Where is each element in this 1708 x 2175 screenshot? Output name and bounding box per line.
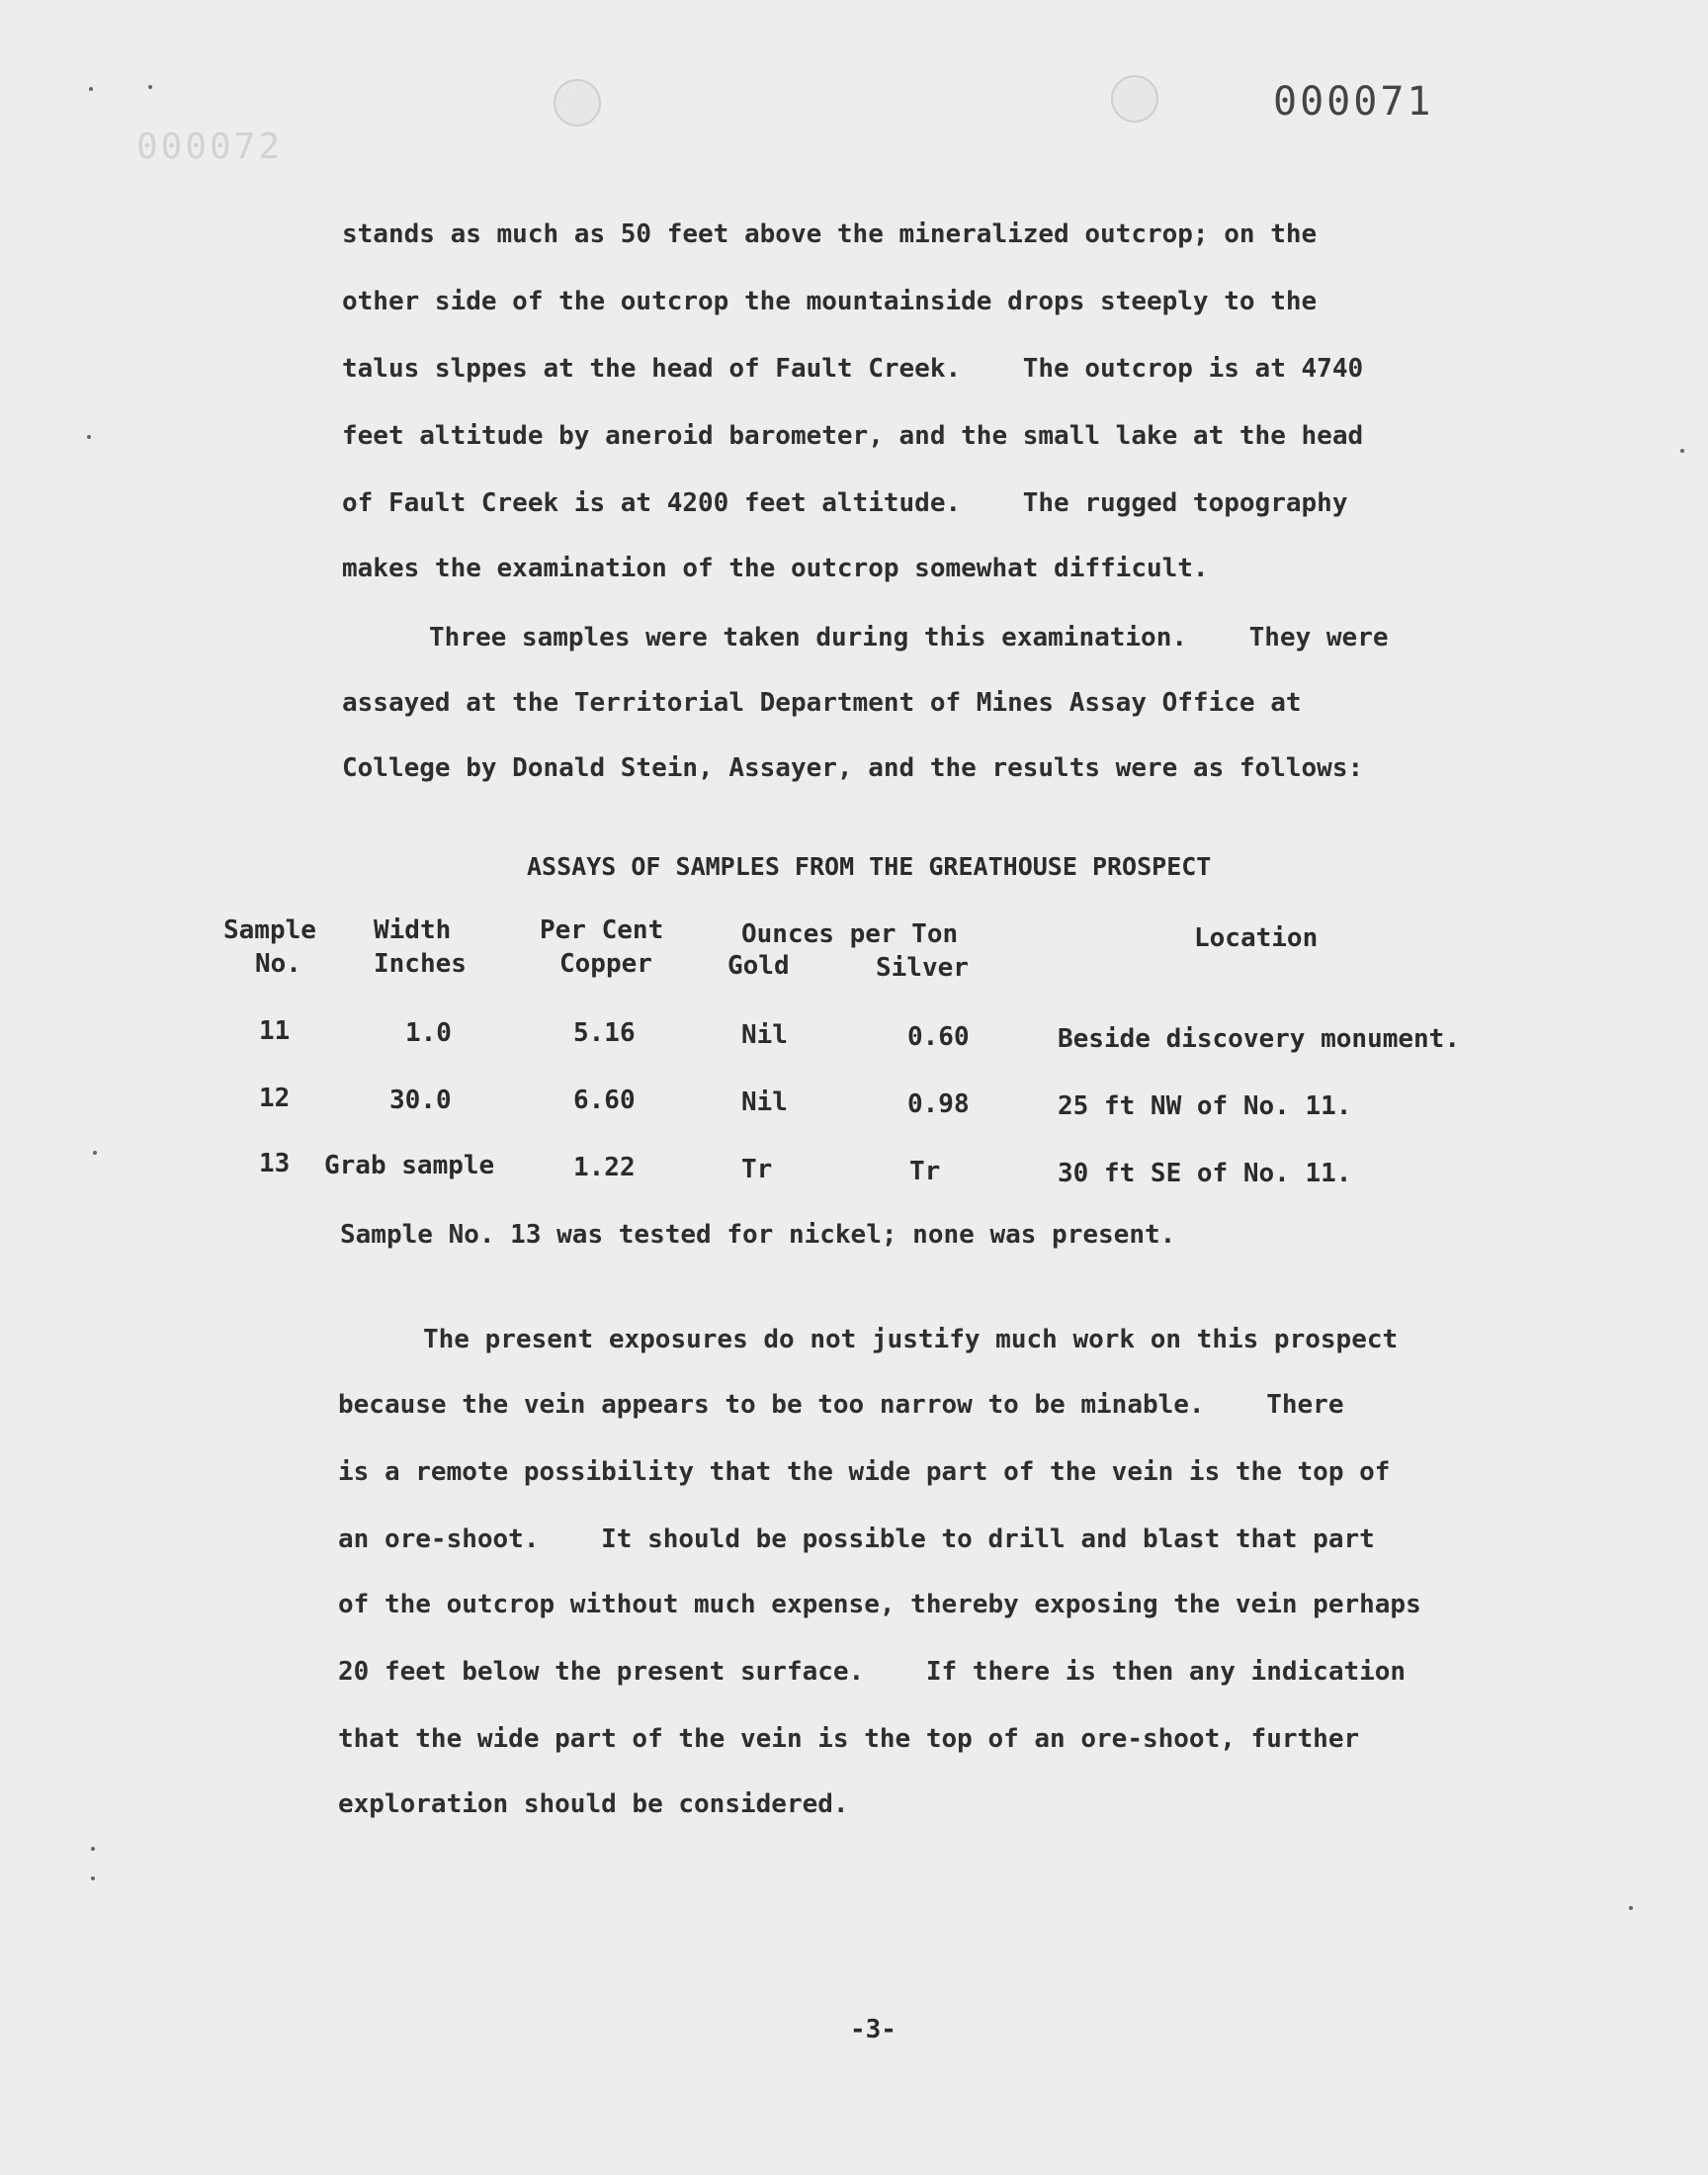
table-cell-copper: 1.22: [573, 1153, 636, 1182]
scan-speck: [87, 435, 91, 439]
document-number: 000071: [1273, 79, 1434, 125]
header-width: Width: [374, 915, 452, 945]
paragraph-2-line: Three samples were taken during this examination. They were: [429, 623, 1389, 652]
page-number: -3-: [850, 2015, 897, 2044]
paragraph-2-line: assayed at the Territorial Department of Mines Assay Office at: [342, 688, 1302, 718]
paragraph-1-line: feet altitude by aneroid barometer, and the small lake at the head: [342, 421, 1364, 451]
paragraph-1-line: other side of the outcrop the mountainside drops steeply to the: [342, 287, 1318, 316]
table-cell-gold: Nil: [741, 1088, 788, 1117]
table-cell-silver: 0.98: [907, 1089, 970, 1119]
scan-speck: [148, 85, 152, 89]
scan-speck: [1680, 449, 1684, 453]
table-cell-silver: Tr: [909, 1157, 941, 1186]
table-cell-location: Beside discovery monument.: [1058, 1024, 1460, 1054]
paragraph-2-line: College by Donald Stein, Assayer, and the results were as follows:: [342, 753, 1364, 783]
table-cell-sample: 13: [259, 1149, 291, 1178]
header-location: Location: [1194, 923, 1319, 953]
table-cell-location: 30 ft SE of No. 11.: [1058, 1159, 1352, 1188]
table-cell-width: 30.0: [389, 1086, 452, 1115]
paragraph-1-line: of Fault Creek is at 4200 feet altitude. The rugged topography: [342, 488, 1348, 518]
paragraph-3-line: is a remote possibility that the wide part of the vein is the top of: [338, 1457, 1391, 1487]
table-cell-sample: 12: [259, 1084, 291, 1113]
paragraph-3-line: because the vein appears to be too narrow to be minable. There: [338, 1390, 1344, 1420]
paragraph-3-line: that the wide part of the vein is the top of an ore-shoot, further: [338, 1724, 1360, 1754]
punch-hole-left: [554, 79, 601, 127]
header-ounces-per-ton: Ounces per Ton: [741, 919, 959, 949]
header-copper: Copper: [559, 949, 652, 979]
table-title: ASSAYS OF SAMPLES FROM THE GREATHOUSE PROSPECT: [527, 852, 1212, 881]
ghost-document-number: 000072: [136, 127, 284, 167]
paragraph-1-line: makes the examination of the outcrop somewhat difficult.: [342, 554, 1209, 583]
scan-speck: [1629, 1906, 1633, 1910]
table-note: Sample No. 13 was tested for nickel; none was present.: [340, 1220, 1176, 1250]
table-cell-gold: Tr: [741, 1155, 773, 1184]
header-gold: Gold: [727, 951, 790, 981]
scan-speck: [89, 87, 93, 91]
header-silver: Silver: [876, 953, 969, 983]
paragraph-3-line: 20 feet below the present surface. If there is then any indication: [338, 1657, 1407, 1687]
table-cell-location: 25 ft NW of No. 11.: [1058, 1091, 1352, 1121]
punch-hole-right: [1111, 75, 1158, 123]
paragraph-3-line: exploration should be considered.: [338, 1789, 849, 1819]
table-cell-gold: Nil: [741, 1020, 788, 1050]
scan-speck: [91, 1847, 95, 1851]
table-cell-width: Grab sample: [324, 1151, 495, 1180]
scan-speck: [91, 1876, 95, 1880]
table-cell-silver: 0.60: [907, 1022, 970, 1052]
paragraph-1-line: talus slppes at the head of Fault Creek. The outcrop is at 4740: [342, 354, 1364, 384]
table-cell-width: 1.0: [405, 1018, 452, 1048]
scan-speck: [93, 1151, 97, 1155]
paragraph-3-line: an ore-shoot. It should be possible to drill and blast that part: [338, 1524, 1375, 1554]
paragraph-1-line: stands as much as 50 feet above the mineralized outcrop; on the: [342, 219, 1318, 249]
paragraph-3-line: of the outcrop without much expense, thereby exposing the vein perhaps: [338, 1590, 1421, 1619]
header-sample: Sample: [223, 915, 316, 945]
paragraph-3-line: The present exposures do not justify much work on this prospect: [423, 1325, 1399, 1354]
header-inches: Inches: [374, 949, 467, 979]
header-sample-no: No.: [255, 949, 301, 979]
table-cell-sample: 11: [259, 1016, 291, 1046]
table-cell-copper: 5.16: [573, 1018, 636, 1048]
header-per-cent: Per Cent: [540, 915, 664, 945]
table-cell-copper: 6.60: [573, 1086, 636, 1115]
